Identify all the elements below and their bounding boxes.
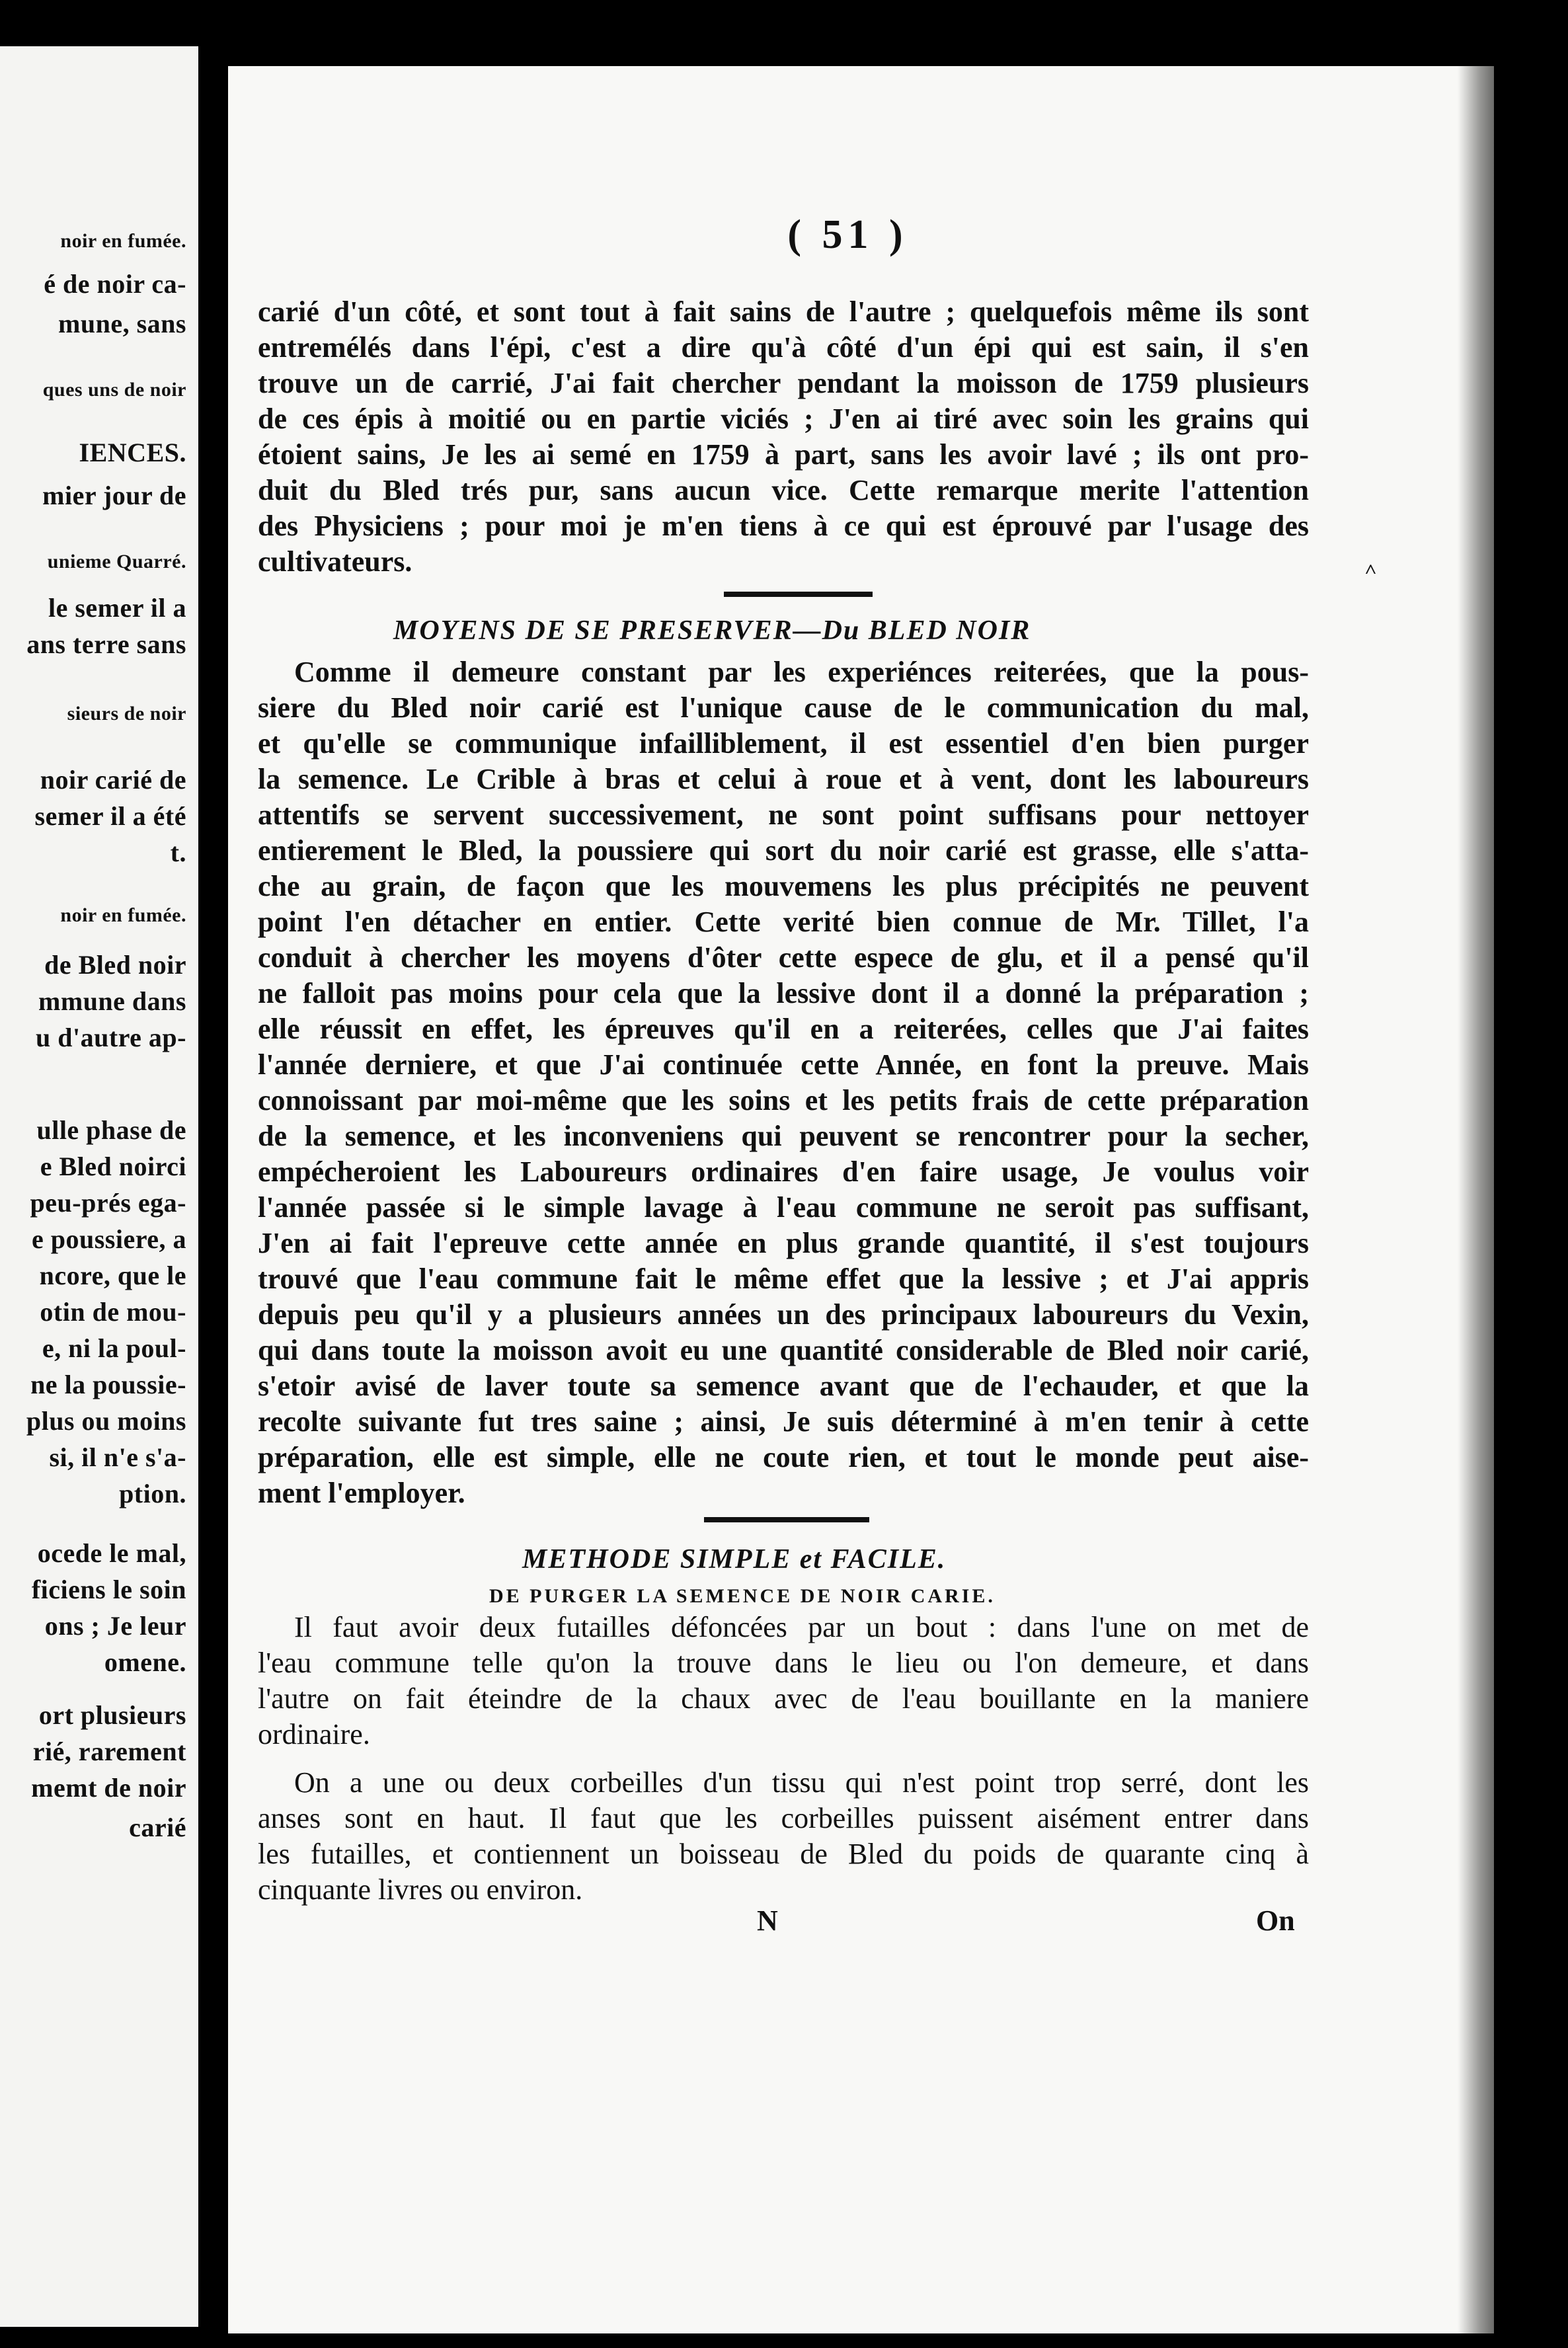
left-page-line: le semer il a [48, 593, 186, 623]
text-line: empécheroient les Laboureurs ordinaires d'en faire usage, Je voulus voir [258, 1155, 1309, 1188]
paragraph-2 [258, 654, 1309, 1511]
catchword: On [1256, 1904, 1295, 1937]
page-edge-shadow [1458, 66, 1494, 2333]
left-page-line: ficiens le soin [31, 1575, 186, 1604]
section-heading-1: MOYENS DE SE PRESERVER—Du BLED NOIR [393, 615, 1031, 646]
section-rule-2 [704, 1517, 869, 1522]
text-line: carié d'un côté, et sont tout à fait sains de l'autre ; quelquefois même ils sont [258, 295, 1309, 328]
paragraph-3 [258, 1610, 1309, 1752]
left-page-line: mier jour de [42, 481, 186, 510]
section-subheading: DE PURGER LA SEMENCE DE NOIR CARIE. [489, 1585, 996, 1607]
left-page-line: u d'autre ap- [35, 1023, 186, 1052]
text-line: conduit à chercher les moyens d'ôter cette espece de glu, et il a pensé qu'il [258, 941, 1309, 974]
left-page-line: si, il n'e s'a- [49, 1442, 186, 1472]
text-line: ordinaire. [258, 1718, 370, 1750]
text-line: l'année derniere, et que J'ai continuée cette Année, en font la preuve. Mais [258, 1048, 1309, 1081]
text-line: l'eau commune telle qu'on la trouve dans le lieu ou l'on demeure, et dans [258, 1647, 1309, 1679]
text-line: qui dans toute la moisson avoit eu une quantité considerable de Bled noir carié, [258, 1334, 1309, 1366]
text-line: s'etoir avisé de laver toute sa semence avant que de l'echauder, et que la [258, 1370, 1309, 1402]
text-line: point l'en détacher en entier. Cette verité bien connue de Mr. Tillet, l'a [258, 906, 1309, 938]
left-page-fragment [0, 46, 198, 2327]
paragraph-4 [258, 1765, 1309, 1908]
left-page-line: omene. [104, 1647, 186, 1677]
left-page-line: rié, rarement [32, 1737, 186, 1766]
left-page-line: ons ; Je leur [44, 1611, 186, 1641]
text-line: l'autre on fait éteindre de la chaux avec de l'eau bouillante en la maniere [258, 1682, 1309, 1715]
text-line: depuis peu qu'il y a plusieurs années un des principaux laboureurs du Vexin, [258, 1298, 1309, 1331]
left-page-line: ne la poussie- [30, 1370, 186, 1399]
text-line: anses sont en haut. Il faut que les corbeilles puissent aisément entrer dans [258, 1802, 1309, 1834]
text-line: attentifs se servent successivement, ne sont point suffisans pour nettoyer [258, 799, 1309, 831]
left-page-line: mmune dans [38, 986, 186, 1016]
text-line: Il faut avoir deux futailles défoncées par un bout : dans l'une on met de [294, 1611, 1309, 1643]
text-line: la semence. Le Crible à bras et celui à roue et à vent, dont les laboureurs [258, 763, 1309, 795]
left-page-line: ption. [119, 1479, 186, 1508]
left-page-line: semer il a été [34, 801, 186, 831]
text-line: siere du Bled noir carié est l'unique cause de le communication du mal, [258, 691, 1309, 724]
margin-mark: ˄ [1365, 559, 1377, 580]
left-page-line: de Bled noir [44, 950, 186, 980]
page-number: ( 51 ) [787, 212, 908, 257]
text-line: de ces épis à moitié ou en partie viciés ; J'en ai tiré avec soin les grains qui [258, 403, 1309, 435]
left-page-line: unieme Quarré. [47, 551, 186, 572]
left-page-line: noir en fumée. [60, 904, 186, 926]
left-page-line: ocede le mal, [37, 1538, 186, 1568]
left-page-line: memt de noir [31, 1773, 186, 1803]
paragraph-1 [258, 294, 1309, 580]
left-page-line: ques uns de noir [42, 379, 186, 401]
text-line: duit du Bled trés pur, sans aucun vice. Cette remarque merite l'attention [258, 474, 1309, 506]
binding-gutter [198, 0, 228, 2348]
left-page-line: ans terre sans [26, 629, 186, 659]
left-page-line: sieurs de noir [67, 703, 186, 724]
text-line: J'en ai fait l'epreuve cette année en plus grande quantité, il s'est toujours [258, 1227, 1309, 1259]
text-line: elle réussit en effet, les épreuves qu'il en a reiterées, celles que J'ai faites [258, 1013, 1309, 1045]
text-line: trouve un de carrié, J'ai fait chercher pendant la moisson de 1759 plusieurs [258, 367, 1309, 399]
left-page-line: noir en fumée. [60, 230, 186, 252]
left-page-line: e, ni la poul- [42, 1333, 186, 1363]
signature-mark: N [757, 1904, 778, 1937]
section-rule-1 [724, 592, 873, 597]
text-line: entremélés dans l'épi, c'est a dire qu'à côté d'un épi qui est sain, il s'en [258, 331, 1309, 364]
left-page-line: t. [170, 838, 186, 867]
text-line: étoient sains, Je les ai semé en 1759 à part, sans les avoir lavé ; ils ont pro- [258, 438, 1309, 471]
text-line: ment l'employer. [258, 1477, 465, 1509]
text-line: che au grain, de façon que les mouvemens les plus précipités ne peuvent [258, 870, 1309, 902]
left-page-line: plus ou moins [26, 1406, 186, 1436]
left-page-line: mune, sans [58, 309, 186, 338]
left-page-line: e Bled noirci [40, 1152, 186, 1181]
left-page-line: é de noir ca- [44, 269, 186, 299]
left-page-line: e poussiere, a [31, 1224, 186, 1254]
section-heading-2: METHODE SIMPLE et FACILE. [522, 1544, 947, 1575]
left-page-line: ncore, que le [39, 1261, 186, 1290]
left-page-line: carié [129, 1813, 186, 1842]
text-line: l'année passée si le simple lavage à l'eau commune ne seroit pas suffisant, [258, 1191, 1309, 1224]
text-line: cultivateurs. [258, 545, 412, 578]
left-page-line: otin de mou- [40, 1297, 186, 1327]
text-line: et qu'elle se communique infailliblement, il est essentiel d'en bien purger [258, 727, 1309, 760]
text-line: recolte suivante fut tres saine ; ainsi, Je suis déterminé à m'en tenir à cette [258, 1405, 1309, 1438]
left-page-line: ulle phase de [36, 1115, 186, 1145]
text-line: ne falloit pas moins pour cela que la lessive dont il a donné la préparation ; [258, 977, 1309, 1009]
text-line: entierement le Bled, la poussiere qui sort du noir carié est grasse, elle s'atta- [258, 834, 1309, 867]
left-page-line: IENCES. [79, 438, 186, 467]
main-page [228, 66, 1494, 2333]
left-page-line: peu-prés ega- [30, 1188, 186, 1218]
text-line: préparation, elle est simple, elle ne coute rien, et tout le monde peut aise- [258, 1441, 1309, 1473]
left-page-line: ort plusieurs [38, 1700, 186, 1730]
text-line: de la semence, et les inconveniens qui peuvent se rencontrer pour la secher, [258, 1120, 1309, 1152]
text-line: cinquante livres ou environ. [258, 1873, 583, 1906]
text-line: connoissant par moi-même que les soins et les petits frais de cette préparation [258, 1084, 1309, 1116]
text-line: Comme il demeure constant par les experiénces reiterées, que la pous- [294, 656, 1309, 688]
left-page-line: noir carié de [40, 765, 186, 795]
text-line: les futailles, et contiennent un boisseau de Bled du poids de quarante cinq à [258, 1838, 1309, 1870]
text-line: trouvé que l'eau commune fait le même effet que la lessive ; et J'ai appris [258, 1263, 1309, 1295]
text-line: On a une ou deux corbeilles d'un tissu qui n'est point trop serré, dont les [294, 1766, 1309, 1799]
text-line: des Physiciens ; pour moi je m'en tiens à ce qui est éprouvé par l'usage des [258, 510, 1309, 542]
